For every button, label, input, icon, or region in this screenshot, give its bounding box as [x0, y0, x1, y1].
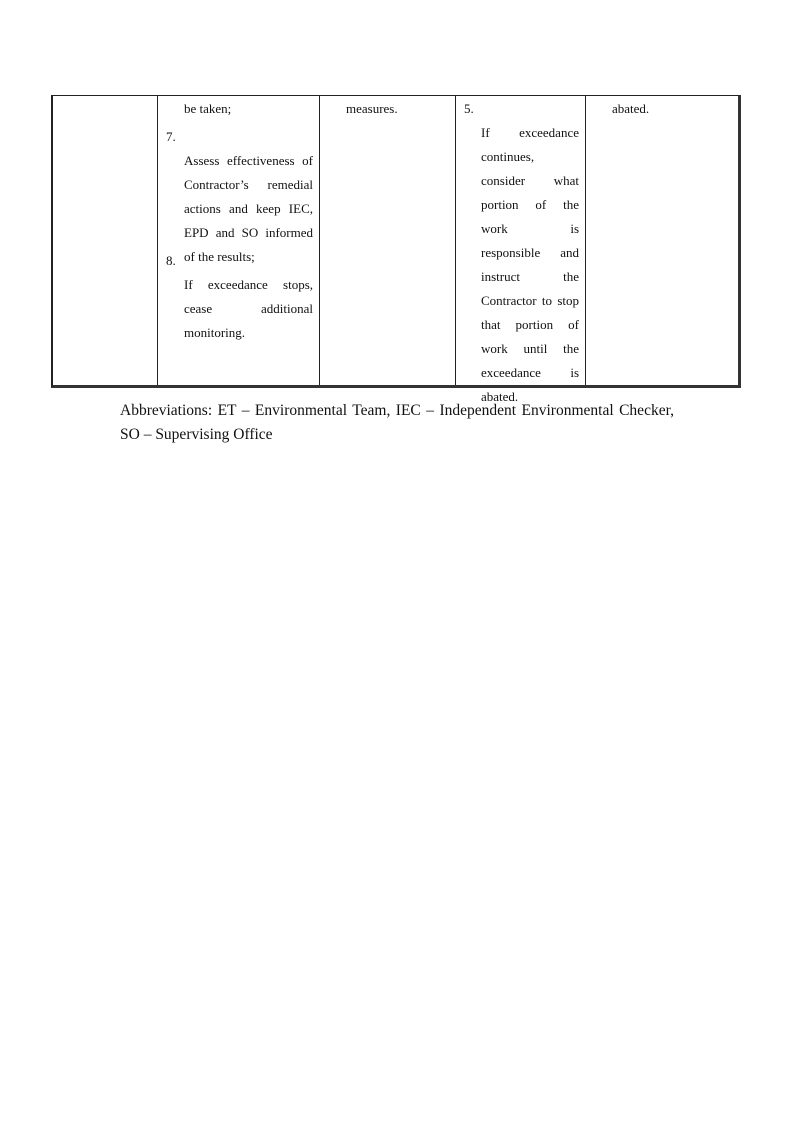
list-item-8: [166, 249, 313, 345]
table-column-contractor-action: [586, 96, 740, 385]
list-item-number: 7.: [166, 129, 176, 144]
list-item-line: consider what: [481, 173, 579, 188]
list-item-line: instruct the: [481, 269, 579, 284]
list-item-line: of the results;: [184, 249, 255, 264]
list-item-5: [464, 97, 579, 409]
table-column-event: [53, 96, 158, 385]
cell-text: measures.: [346, 101, 398, 116]
list-item-line: monitoring.: [184, 325, 246, 340]
list-item-7: [166, 125, 313, 269]
list-item-line: work until the: [481, 341, 579, 356]
list-item-line: Contractor to stop: [481, 293, 579, 308]
list-item-line: cease additional: [184, 301, 313, 316]
list-item-line: work is: [481, 221, 579, 236]
table-column-et-action: [158, 96, 320, 385]
continuation-text: be taken;: [184, 101, 232, 116]
list-item-line: If exceedance stops,: [184, 277, 313, 292]
list-item-line: portion of the: [481, 197, 579, 212]
list-item-line: responsible and: [481, 245, 579, 260]
abbreviations-note: Abbreviations: ET – Environmental Team, IEC – Independent Environmental Checker, SO – Supervising Office: [120, 402, 674, 443]
event-action-table: [51, 95, 741, 404]
list-item-line: exceedance is: [481, 365, 579, 380]
list-item-line: abated.: [481, 389, 519, 404]
cell-text: abated.: [612, 101, 650, 116]
table-column-iec-action: [320, 96, 456, 385]
list-item-line: continues,: [481, 149, 535, 164]
list-item-number: 8.: [166, 253, 176, 268]
list-item-line: actions and keep IEC,: [184, 201, 313, 216]
list-item-line: that portion of: [481, 317, 579, 332]
table-column-so-action: [456, 96, 586, 404]
list-item-number: 5.: [464, 101, 474, 116]
list-item-line: Contractor’s remedial: [184, 177, 313, 192]
list-item-line: EPD and SO informed: [184, 225, 313, 240]
list-item-line: If exceedance: [481, 125, 579, 140]
list-item-line: Assess effectiveness of: [184, 153, 313, 168]
